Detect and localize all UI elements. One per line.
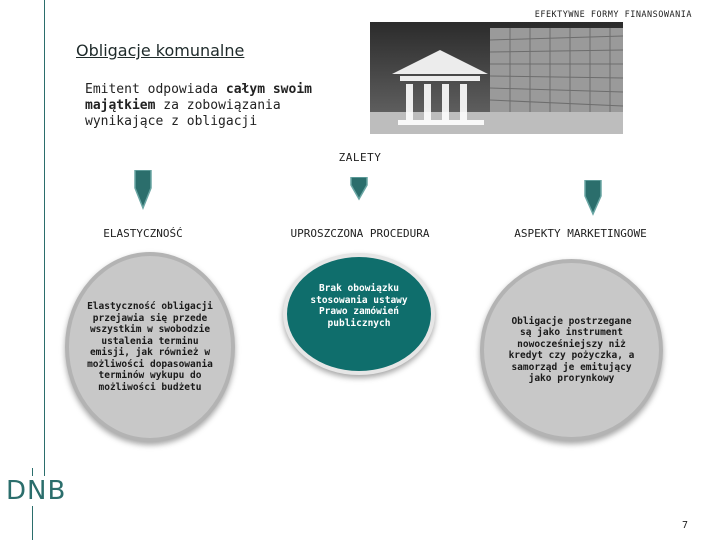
intro-text — [85, 82, 345, 130]
circle-aspekty-marketingowe-text: Obligacje postrzegane są jako instrument nowocześniejszy niż kredyt czy pożyczka, a samorząd je emitujący jako prorynkowy — [508, 315, 635, 384]
building-photo — [370, 22, 623, 134]
label-uproszczona-procedura: UPROSZCZONA PROCEDURA — [290, 227, 430, 240]
label-elastycznosc: ELASTYCZNOŚĆ — [103, 227, 183, 240]
down-arrow-icon — [583, 180, 603, 216]
down-arrow-icon — [133, 170, 153, 210]
circle-uproszczona-procedura-text: Brak obowiązku stosowania ustawy Prawo zamówień publicznych — [310, 283, 408, 329]
circle-elastycznosc-text: Elastyczność obligacji przejawia się przede wszystkim w swobodzie ustalenia terminu emisji, jak również w możliwości dopasowania terminów wykupu do możliwości budżetu — [87, 301, 213, 393]
circle-elastycznosc — [65, 252, 235, 442]
intro-text-part1: Emitent odpowiada — [85, 82, 226, 97]
slide-title: Obligacje komunalne — [76, 41, 245, 60]
page-number: 7 — [681, 520, 688, 531]
down-arrow-icon — [349, 177, 369, 201]
circle-aspekty-marketingowe — [480, 259, 663, 441]
left-vertical-line — [44, 0, 45, 476]
intro-text-part2: za zobowiązania wynikające z obligacji — [85, 98, 281, 129]
advantages-heading: ZALETY — [338, 151, 382, 164]
circle-uproszczona-procedura — [283, 253, 435, 375]
header-title: EFEKTYWNE FORMY FINANSOWANIA — [534, 10, 692, 20]
dnb-logo: DNB — [6, 476, 67, 506]
intro-text-bold: całym swoim majątkiem — [85, 82, 312, 113]
label-aspekty-marketingowe: ASPEKTY MARKETINGOWE — [514, 227, 647, 240]
